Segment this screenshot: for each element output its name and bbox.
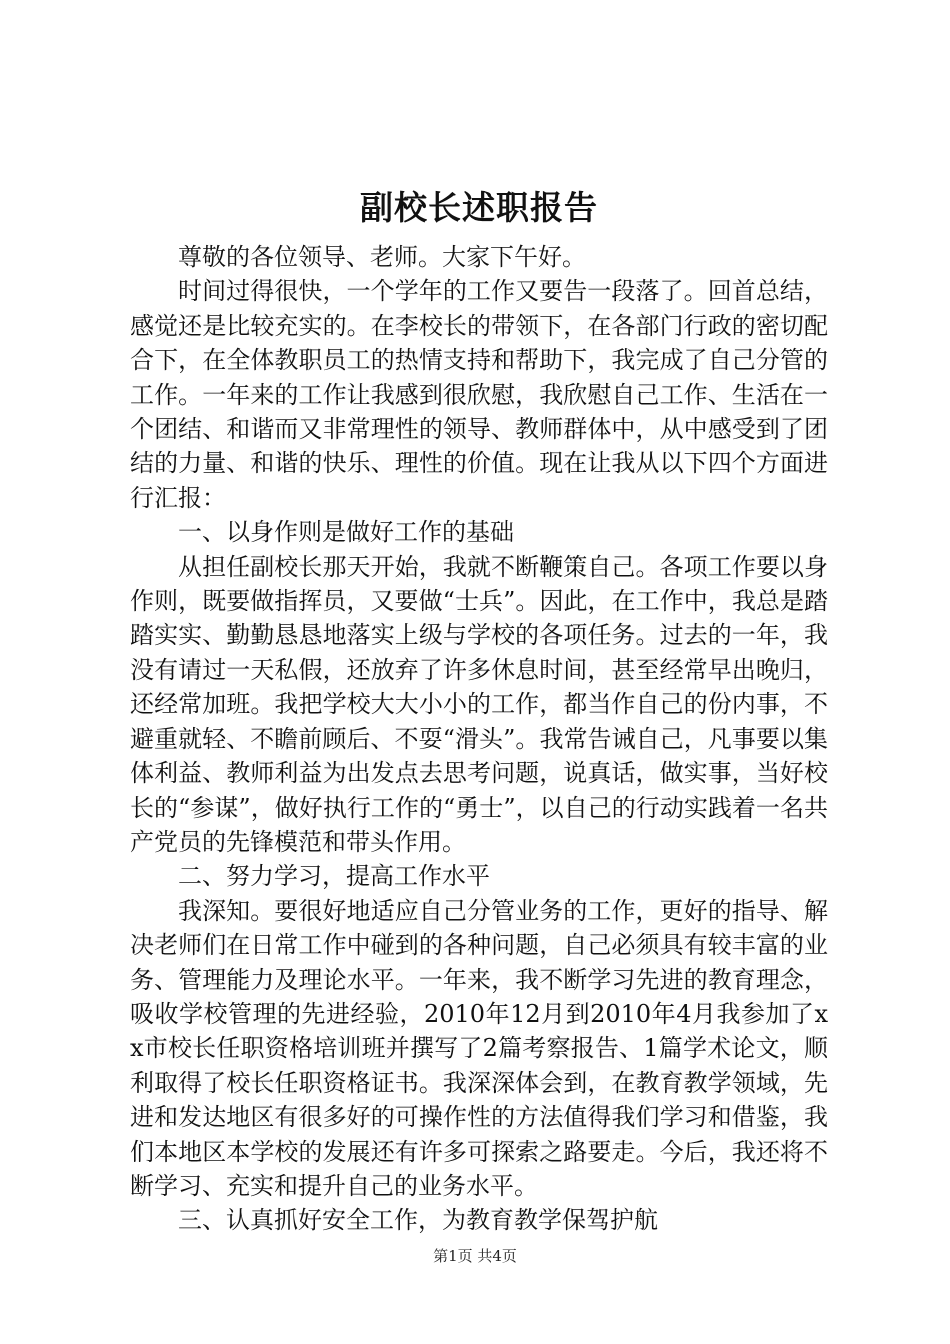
intro-paragraph: 时间过得很快，一个学年的工作又要告一段落了。回首总结，感觉还是比较充实的。在李校长的带领下，在各部门行政的密切配合下，在全体教职员工的热情支持和帮助下，我完成了自己分管的工作。一年来的工作让我感到很欣慰，我欣慰自己工作、生活在一个团结、和谐而又非常理性的领导、教师群体中，从中感受到了团结的力量、和谐的快乐、理性的价值。现在让我从以下四个方面进行汇报： (130, 277, 828, 512)
greeting-paragraph: 尊敬的各位领导、老师。大家下午好。 (178, 243, 586, 271)
section-body-1: 从担任副校长那天开始，我就不断鞭策自己。各项工作要以身作则，既要做指挥员，又要做“士兵”。因此，在工作中，我总是踏踏实实、勤勤恳恳地落实上级与学校的各项任务。过去的一年，我没有请过一天私假，还放弃了许多休息时间，甚至经常早出晚归，还经常加班。我把学校大大小小的工作，都当作自己的份内事，不避重就轻、不瞻前顾后、不耍“滑头”。我常告诫自己，凡事要以集体利益、教师利益为出发点去思考问题，说真话，做实事，当好校长的“参谋”，做好执行工作的“勇士”，以自己的行动实践着一名共产党员的先锋模范和带头作用。 (130, 552, 828, 856)
section-body-2: 我深知。要很好地适应自己分管业务的工作，更好的指导、解决老师们在日常工作中碰到的各种问题，自己必须具有较丰富的业务、管理能力及理论水平。一年来，我不断学习先进的教育理念，吸收学校管理的先进经验，2010年12月到2010年4月我参加了xx市校长任职资格培训班并撰写了2篇考察报告、1篇学术论文，顺利取得了校长任职资格证书。我深深体会到，在教育教学领域，先进和发达地区有很多好的可操作性的方法值得我们学习和借鉴，我们本地区本学校的发展还有许多可探索之路要走。今后，我还将不断学习、充实和提升自己的业务水平。 (130, 896, 828, 1200)
section-heading-3: 三、认真抓好安全工作，为教育教学保驾护航 (178, 1206, 658, 1235)
document-title: 副校长述职报告 (360, 188, 598, 227)
section-heading-2: 二、努力学习，提高工作水平 (178, 862, 490, 891)
document-page (130, 180, 828, 1238)
section-heading-1: 一、以身作则是做好工作的基础 (178, 518, 514, 547)
page-footer: 第1页 共4页 (433, 1247, 517, 1265)
